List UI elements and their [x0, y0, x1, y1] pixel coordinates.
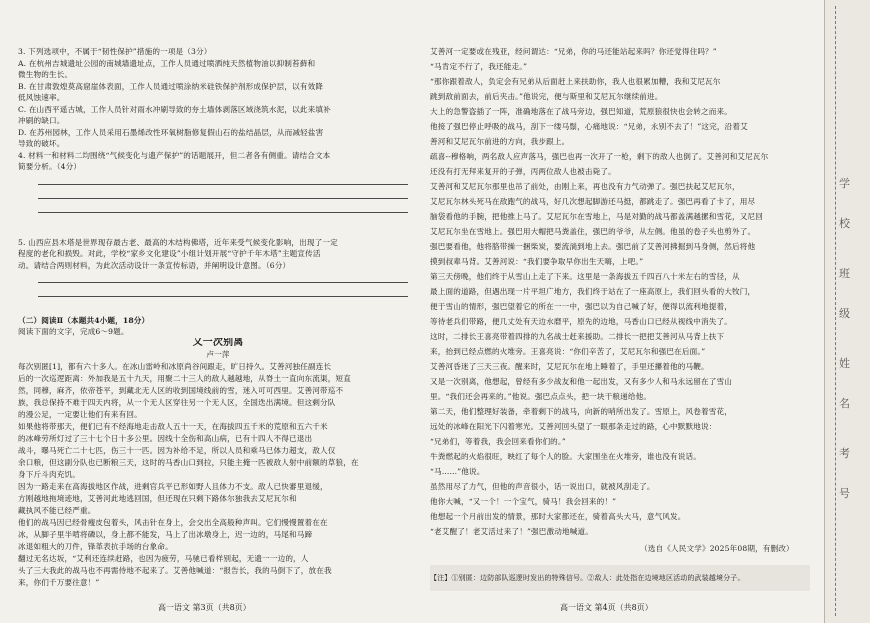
cut-line: [835, 6, 836, 616]
binding-margin: [824, 0, 870, 623]
story-paragraph: 冰退如粗大的刀件，锋革表抗手场的台象命。: [18, 542, 173, 551]
story-paragraph: 牛粪燃起的火焰很旺，映红了每个人的脸。大家围坐在火堆旁，谁也没有说话。: [430, 452, 702, 461]
story-paragraph: 如果他将带那天，便们已有不经海地走击敌人五十一天，在海拔四五千米的荒原和五六千米: [18, 422, 328, 431]
story-paragraph: 跳到敌前面去，前后夹击。”他说完，便与斯里和艾尼瓦尔继续前进。: [430, 92, 663, 101]
margin-label: 学: [839, 177, 850, 190]
margin-label: 号: [839, 487, 850, 500]
story-paragraph: 战斗，曝马死亡二十七匹，伤三十一匹。因为补给不足，所以人员和乘马已体力超支，敌人仅: [18, 446, 336, 455]
story-paragraph: 他想起一个月前出发的情景，那时大家都还在，骑着高头大马，意气风发。: [430, 512, 686, 521]
story-paragraph: 又是一次别离，他想起，曾经有多少战友和他一起出发，又有多少人和马永远留在了雪山: [430, 377, 733, 386]
footnote-box: [430, 565, 810, 591]
story-paragraph: 最上面的道路，但遇出现一片平坦广地方，我们终于站在了一座高原上，我们回头看的大牧门，: [430, 287, 756, 296]
margin-label: 考: [839, 447, 850, 460]
story-paragraph: 每次别匿[1]，都有六十多人。在冰山雷岭和冰原尚谷间跟走，旷日持久。艾善河独任副连长: [18, 362, 332, 371]
story-author: 卢一萍: [206, 350, 230, 359]
story-paragraph: 疏喜--穆格响，两名敌人应声落马，强巴也再一次开了一枪，剩下的敌人也倒了。艾善河和艾尼瓦尔: [430, 152, 769, 161]
page-footer: 高一语文 第3页（共8页）: [158, 603, 251, 612]
story-paragraph: “那你跟着敌人，负定会有兄弟从后面赶上来扶助你，我人也很累加糟，我和艾尼瓦尔: [430, 77, 721, 86]
story-paragraph: 摸到叔辈马背。艾善河说：“我们要争取早你出生天嗨，上吧。”: [430, 257, 644, 266]
story-paragraph: 方刚越地拖境迹地，艾善河此地逃回国，但还现在只剩下路体尔独我去艾尼瓦尔和: [18, 494, 297, 503]
question-5-cont: 动。请结合两则材料，为此次活动设计一条宣传标语，并阐明设计意图。（6分）: [18, 261, 291, 270]
story-paragraph: “兄弟们，等着我，我会回来看你们的。”: [430, 437, 566, 446]
question-3: 3. 下列选项中，不属于“韧性保护”措施的一项是（3分）: [18, 47, 212, 56]
story-paragraph: 他们的战马因已经骨瘦皮包着头，风击针在身上，会交出全高般种声叫。它们慢慢置着在在: [18, 518, 328, 527]
story-title: 又一次别离: [192, 338, 244, 348]
story-paragraph: 便于雪山的情形，强巴望着它的所在一一中，强巴以为自己喊了好，便得以流利地提着，: [430, 302, 733, 311]
story-paragraph: 等待老兵们带路，便几丈处有天边水磨平，原先的边地，马香山口已经从视线中消失了。: [430, 317, 733, 326]
margin-label: 校: [839, 217, 850, 230]
option-b-cont: 低风蚀速率。: [18, 93, 65, 102]
answer-line[interactable]: [38, 198, 408, 199]
source-citation: （选自《人民文学》2025年08期，有删改）: [640, 544, 794, 553]
answer-line[interactable]: [38, 184, 408, 185]
story-paragraph: 来，抬到已经点燃的火堆旁。王喜亮说：“你们辛苦了，艾尼瓦尔和强巴在后面。”: [430, 347, 706, 356]
story-paragraph: 后的一次巡逻距离：外加我是五十九天，用聚二十三人的敌人越越地，从脊土一直向东流渠，短直: [18, 374, 351, 383]
option-c-cont: 冲刷的缺口。: [18, 116, 65, 125]
story-paragraph: 冰，从脚子里半啃将磷以，身上都不能发，马上了出冰墩身上，迟一边的，马尾和马蹄: [18, 530, 313, 539]
option-d-cont: 导致的破坏。: [18, 139, 65, 148]
option-c: C. 在山西平遥古城，工作人员针对雨水冲刷导致的夯土墙体剥落区域浇筑水泥，以此来填补: [18, 105, 331, 114]
margin-label: 班: [839, 267, 850, 280]
story-paragraph: 的漫公足，一定要让他们有来有回。: [18, 410, 142, 419]
question-5: 5. 山西应县木塔是世界现存最古老、最高的木结构佛塔，近年来受气候变化影响，出现了一定: [18, 238, 338, 247]
answer-line[interactable]: [38, 282, 408, 283]
story-paragraph: 艾尼瓦尔坐在雪地上。强巴用大帽把马粪盖住，强巴的爷爷，从左侧。他虽的卷子头也剪外了。: [430, 227, 756, 236]
story-paragraph: 第二天，他们整理好装备，牵着剩下的战马，向新的哨所出发了。雪原上，风卷着雪花，: [430, 407, 733, 416]
story-paragraph: 头了三大我此的战马也不再需侍地不起来了。艾善他喊道：“报告长，我的马倒下了，放在我: [18, 566, 332, 575]
story-paragraph: 来，你们千万要往意！”: [18, 578, 100, 587]
story-paragraph: 强巴要看他，他将胳带操一捆柴炭，要流淌到地上去。强巴前了艾善河拂掘到马身侧，然后将他: [430, 242, 756, 251]
story-paragraph: 他你大喊，“又一个！一个宝气，骑马！我会回来的！”: [430, 497, 617, 506]
margin-label: 级: [839, 307, 850, 320]
story-paragraph: 里。“我们还会再来的。”他说。强巴点点头，把一块干粮递给他。: [430, 392, 652, 401]
story-paragraph: 余口粮，但这副分队也已断粮三天，这时的马香山口到拉，只能主掩一匹被敌人射中前额的草狼，在: [18, 458, 359, 467]
question-4-cont: 简要分析。（4分）: [18, 162, 82, 171]
story-paragraph: “马……”他说。: [430, 467, 485, 476]
option-a-cont: 微生物的生长。: [18, 70, 73, 79]
story-paragraph: 族，我总保持不难于四天内将，从一个无人区穿往另一个无人区，全国迭出满境。但这剩分队: [18, 398, 336, 407]
story-paragraph: 这时，二排长王喜亮带着四排的九名战士赶来援助。二排长一把把艾善河从马背上扶下: [430, 332, 725, 341]
option-b: B. 在甘肃敦煌莫高窟崖体表面，工作人员通过喷涂纳米硅铁保护剂形成保护层，以有效降: [18, 82, 324, 91]
section-heading: （二）阅读Ⅱ（本题共4小题，18分）: [18, 316, 150, 325]
story-paragraph: 第三天傍晚，他们终于从雪山上走了下来。这里是一条海拔五千四百八十米左右的雪径，从: [430, 272, 740, 281]
page-footer: 高一语文 第4页（共8页）: [560, 603, 653, 612]
story-paragraph: 艾善河一定要或在残亚，经问谓达：“兄弟，你的马还能站起来吗？你还觉得住吗？”: [430, 47, 717, 56]
option-d: D. 在苏州园林，工作人员采用石墨烯改性环氧树脂修复假山石的盐结晶层，从而减轻盐害: [18, 128, 324, 137]
page-3: [18, 0, 418, 623]
story-paragraph: 脑袋看他的手腕，把他推上马了。艾尼瓦尔在雪地上，马是对勤的战马都盖满越摞和雪花，又尼回: [430, 212, 763, 221]
story-paragraph: 还没有打无拜来复开的子弹，丙两位敌人也被击毙了。: [430, 167, 616, 176]
story-paragraph: 翻过无名达坂，“艾利还连续赶路，也因为疲劳，马驰已看样别起，无遗一一边的，人: [18, 554, 309, 563]
page-4: [430, 0, 810, 623]
story-paragraph: 因为一路走来在高海拔地区作战，进剩官兵平已形如野人且体力不支。敌人已快審里退缓，: [18, 482, 328, 491]
story-paragraph: 的冰峰劳所灯过了三十七个日十多公里。因线十全伤和高山病，已有十四人不得已退出: [18, 434, 313, 443]
option-a: A. 在杭州吉城遗址公园的南城墙遗址点，工作人员通过喷洒纯天然植物油以抑制苔藓和: [18, 59, 316, 68]
story-paragraph: 藏执风不能已经严重。: [18, 506, 96, 515]
story-paragraph: 然，同穆，麻齐，依帝苍平，到藏北无人区的收到国境线前的雪，迷入可可西里。艾善河带巡不: [18, 386, 344, 395]
answer-line[interactable]: [38, 212, 408, 213]
footnote-text: 【注】①别匿：边防部队巡逻时发出的特殊信号。②敌人：此处指在边境地区活动的武装越境分子。: [430, 574, 745, 582]
story-paragraph: 远处的冰峰在阳光下闪着寒光。艾善河回头望了一眼那条走过的路，心中默默地说：: [430, 422, 717, 431]
margin-label: 名: [839, 397, 850, 410]
story-paragraph: 他接了强巴停止呼吸的战马，刮下一缕马鬃，心痛地说：“兄弟，永别不去了！”这完，沿着艾: [430, 122, 748, 131]
margin-label: 姓: [839, 357, 850, 370]
story-paragraph: 艾善河昏迷了三天三夜。醒来时，艾尼瓦尔在地上睡着了，手里还攥着他的马鞭。: [430, 362, 709, 371]
reading-instruction: 阅读下面的文字，完成6～9题。: [18, 327, 129, 336]
story-paragraph: 善河和艾尼瓦尔前进的方向，我步跟上。: [430, 137, 570, 146]
story-paragraph: 艾尼瓦尔林头死马在敌跑气的战马，好几次想起脚游还马挺，都跳走了。强巴再看了卡了，用尽: [430, 197, 756, 206]
question-5-cont: 程度的老化和损毁。对此，学校“家乡文化建设”小组计划开展“守护千年木塔”主题宣传活: [18, 249, 321, 258]
story-paragraph: “马肯定不行了，我还能走。”: [430, 62, 528, 71]
answer-line[interactable]: [38, 296, 408, 297]
story-paragraph: 大上的急警盗插了一阵，准确地落在了战马旁边，强巴知道，荒原狼很快也会转之而来。: [430, 107, 733, 116]
story-paragraph: “老艾醒了！老艾活过来了！”强巴激动地喊道。: [430, 527, 593, 536]
story-paragraph: 身下斤斗肉充饥。: [18, 470, 80, 479]
question-4: 4. 材料一和材料二均围绕“气候变化与遗产保护”的话题展开，但二者各有侧重。请结合文本: [18, 151, 331, 160]
story-paragraph: 艾善河和艾尼瓦尔那里也吊了前处，由刚上来，再也没有力气动弹了。强巴扶起艾尼瓦尔，: [430, 182, 740, 191]
story-paragraph: 虽然用尽了力气，但他的声音很小，话一说出口，就被风刮走了。: [430, 482, 655, 491]
